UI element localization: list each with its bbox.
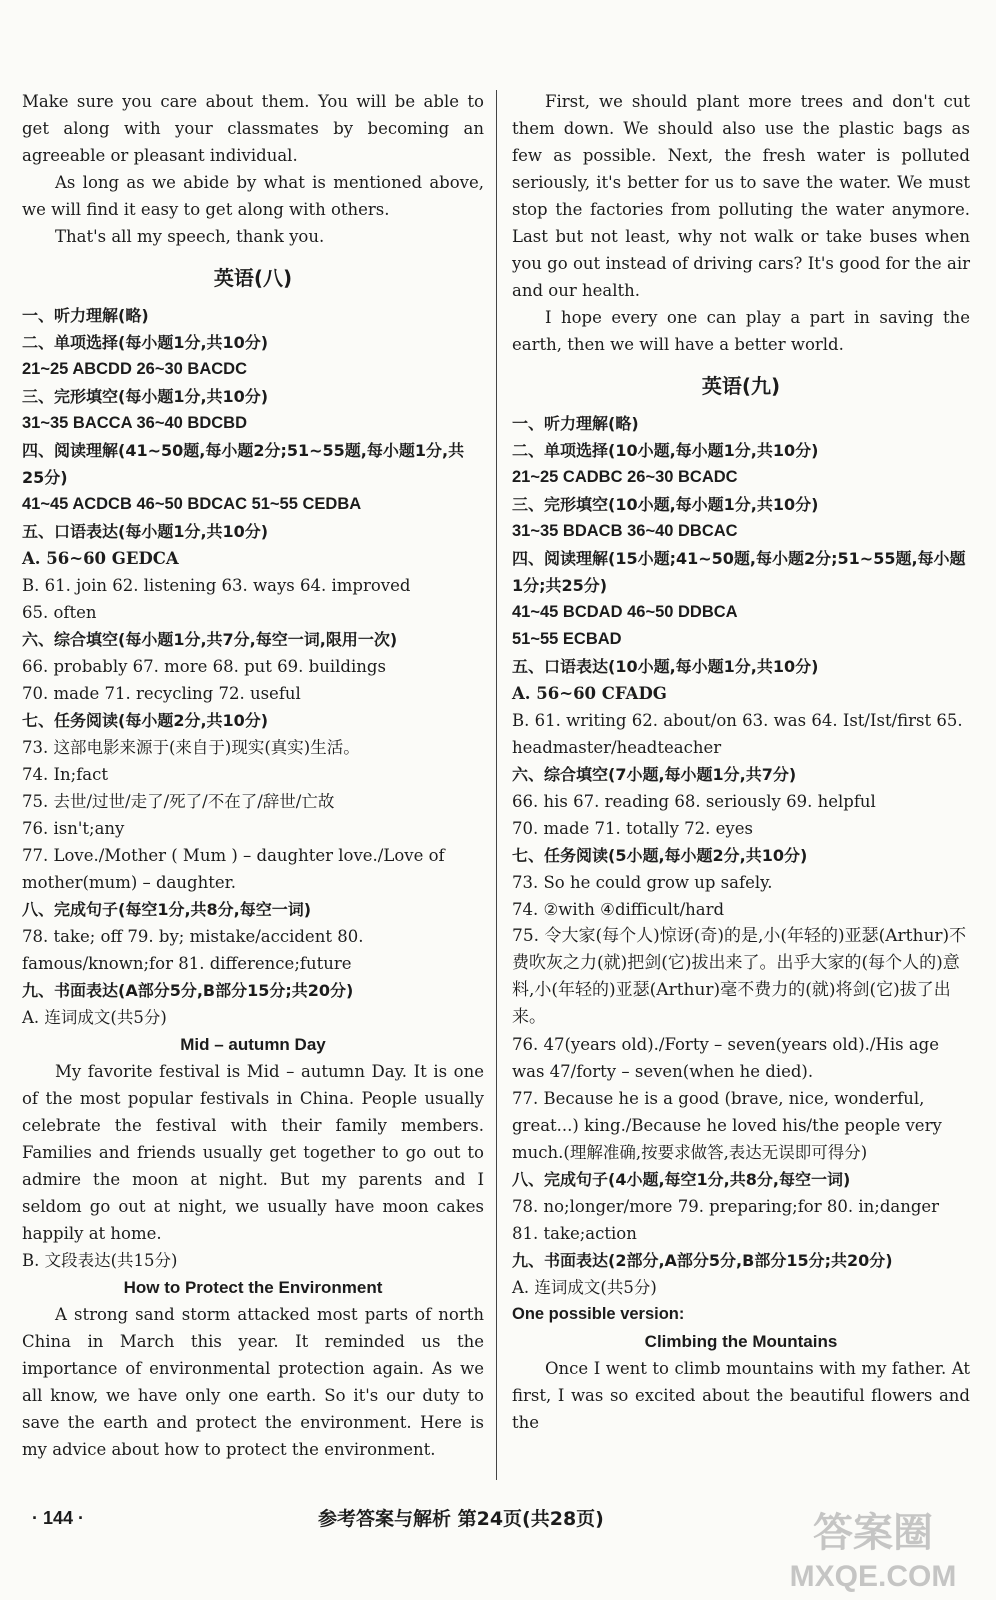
footer-title: 参考答案与解析 第24页(共28页) — [318, 1508, 604, 1530]
speech-paragraph-2: As long as we abide by what is mentioned above, we will find it easy to get along with others. — [22, 173, 484, 219]
answer-line: 21~25 ABCDD 26~30 BACDC — [22, 360, 247, 378]
answer-line: 75. 去世/过世/走了/死了/不在了/辞世/亡故 — [22, 792, 335, 811]
answer-line: 31~35 BDACB 36~40 DBCAC — [512, 522, 738, 540]
watermark-logo — [768, 1500, 978, 1596]
answer-line: 70. made 71. totally 72. eyes — [512, 819, 753, 838]
answer-line: 81. take;action — [512, 1224, 637, 1243]
essay-title-mid-autumn: Mid – autumn Day — [180, 1035, 326, 1054]
answer-line: 74. ②with ④difficult/hard — [512, 900, 725, 919]
answer-line: 四、阅读理解(15小题;41~50题,每小题2分;51~55题,每小题1分;共25分) — [512, 549, 966, 595]
answer-line: 73. 这部电影来源于(来自于)现实(真实)生活。 — [22, 738, 360, 757]
answer-line: 六、综合填空(每小题1分,共7分,每空一词,限用一次) — [22, 630, 398, 649]
answer-line: 五、口语表达(每小题1分,共10分) — [22, 522, 269, 541]
answer-line: B. 文段表达(共15分) — [22, 1251, 178, 1270]
answer-line: 八、完成句子(4小题,每空1分,共8分,每空一词) — [512, 1170, 851, 1189]
right-column — [512, 88, 970, 1436]
answer-line: 七、任务阅读(每小题2分,共10分) — [22, 711, 269, 730]
answer-line: 66. probably 67. more 68. put 69. buildings — [22, 657, 386, 676]
watermark-line1: 答案圈 — [813, 1510, 933, 1556]
answer-line: 78. take; off 79. by; mistake/accident 80. famous/known;for 81. difference;future — [22, 927, 364, 973]
watermark-line2: MXQE.COM — [789, 1560, 957, 1593]
speech-paragraph-1: Make sure you care about them. You will be able to get along with your classmates by becoming an agreeable or pleasant individual. — [22, 92, 484, 165]
essay-environment-text: A strong sand storm attacked most parts of north China in March this year. It reminded us the importance of environmental protection again. As we all know, we have only one earth. So it's our duty to save the earth and protect the environment. Here is my advice about how to protect the environment. — [22, 1305, 484, 1459]
answer-line: 75. 令大家(每个人)惊讶(奇)的是,小(年轻的)亚瑟(Arthur)不费吹灰之力(就)把剑(它)拔出来了。出乎大家的(每个人的)意料,小(年轻的)亚瑟(Arthur)毫不费力的(就)将剑(它)拔了出来。 — [512, 926, 967, 1027]
answer-line: 74. In;fact — [22, 765, 109, 784]
answer-line: 65. often — [22, 603, 97, 622]
answer-line: B. 61. writing 62. about/on 63. was 64. Ist/Ist/first 65. headmaster/headteacher — [512, 711, 963, 757]
answer-line: B. 61. join 62. listening 63. ways 64. improved — [22, 576, 411, 595]
answer-line: 76. 47(years old)./Forty – seven(years old)./His age was 47/forty – seven(when he died). — [512, 1035, 939, 1081]
answer-line: 31~35 BACCA 36~40 BDCBD — [22, 414, 247, 432]
essay-title-climbing: Climbing the Mountains — [644, 1332, 838, 1351]
essay-title-protect-environment: How to Protect the Environment — [123, 1278, 383, 1297]
answer-line: 21~25 CADBC 26~30 BCADC — [512, 468, 738, 486]
environment-paragraph-3: I hope every one can play a part in saving the earth, then we will have a better world. — [512, 308, 970, 354]
answer-line: 六、综合填空(7小题,每小题1分,共7分) — [512, 765, 797, 784]
answer-line: 八、完成句子(每空1分,共8分,每空一词) — [22, 900, 312, 919]
answer-line: 九、书面表达(2部分,A部分5分,B部分15分;共20分) — [512, 1251, 893, 1270]
essay-mid-autumn-text: My favorite festival is Mid – autumn Day. It is one of the most popular festivals in China. People usually celebrate the festival with their family members. Families and friends usually get together to go out to admire the moon at night. But my parents and I seldom go out at night, we usually have moon cakes happily at home. — [22, 1062, 484, 1243]
answer-line: 41~45 BCDAD 46~50 DDBCA — [512, 603, 738, 621]
answer-line: 51~55 ECBAD — [512, 630, 622, 648]
answer-line: 四、阅读理解(41~50题,每小题2分;51~55题,每小题1分,共25分) — [22, 441, 465, 487]
answer-line: 76. isn't;any — [22, 819, 125, 838]
answer-line: 77. Because he is a good (brave, nice, wonderful, great...) king./Because he loved his/the people very much.(理解准确,按要求做答,表达无误即可得分) — [512, 1089, 942, 1162]
answer-line: 66. his 67. reading 68. seriously 69. helpful — [512, 792, 876, 811]
answer-line: 七、任务阅读(5小题,每小题2分,共10分) — [512, 846, 808, 865]
essay-climbing-text: Once I went to climb mountains with my father. At first, I was so excited about the beautiful flowers and the — [512, 1359, 970, 1432]
answer-line: A. 56~60 GEDCA — [22, 549, 179, 568]
answer-line: 三、完形填空(10小题,每小题1分,共10分) — [512, 495, 819, 514]
page-number: · 144 · — [32, 1508, 85, 1528]
column-divider — [496, 90, 497, 1480]
section-heading-english-9: 英语(九) — [701, 374, 781, 398]
speech-paragraph-3: That's all my speech, thank you. — [55, 227, 325, 246]
answer-line: 五、口语表达(10小题,每小题1分,共10分) — [512, 657, 819, 676]
environment-paragraph-2: First, we should plant more trees and don't cut them down. We should also use the plastic bags as few as possible. Next, the fresh water is polluted seriously, it's better for us to save the water. We must stop the factories from polluting the water anymore. Last but not least, why not walk or take buses when you go out instead of driving cars? It's good for the air and our health. — [512, 92, 970, 300]
answer-line: 三、完形填空(每小题1分,共10分) — [22, 387, 269, 406]
answer-line: One possible version: — [512, 1305, 685, 1323]
answer-line: 九、书面表达(A部分5分,B部分15分;共20分) — [22, 981, 354, 1000]
answer-line: 一、听力理解(略) — [22, 306, 149, 325]
answer-line: A. 连词成文(共5分) — [22, 1008, 167, 1027]
answer-line: 73. So he could grow up safely. — [512, 873, 773, 892]
answer-line: 二、单项选择(每小题1分,共10分) — [22, 333, 269, 352]
answer-line: 一、听力理解(略) — [512, 414, 639, 433]
answer-line: A. 连词成文(共5分) — [512, 1278, 657, 1297]
section-heading-english-8: 英语(八) — [213, 266, 293, 290]
answer-line: 77. Love./Mother ( Mum ) – daughter love./Love of mother(mum) – daughter. — [22, 846, 445, 892]
left-column — [22, 88, 484, 1463]
answer-line: A. 56~60 CFADG — [512, 684, 667, 703]
answer-line: 二、单项选择(10小题,每小题1分,共10分) — [512, 441, 819, 460]
answer-line: 41~45 ACDCB 46~50 BDCAC 51~55 CEDBA — [22, 495, 362, 513]
answer-line: 78. no;longer/more 79. preparing;for 80. in;danger — [512, 1197, 940, 1216]
answer-line: 70. made 71. recycling 72. useful — [22, 684, 301, 703]
